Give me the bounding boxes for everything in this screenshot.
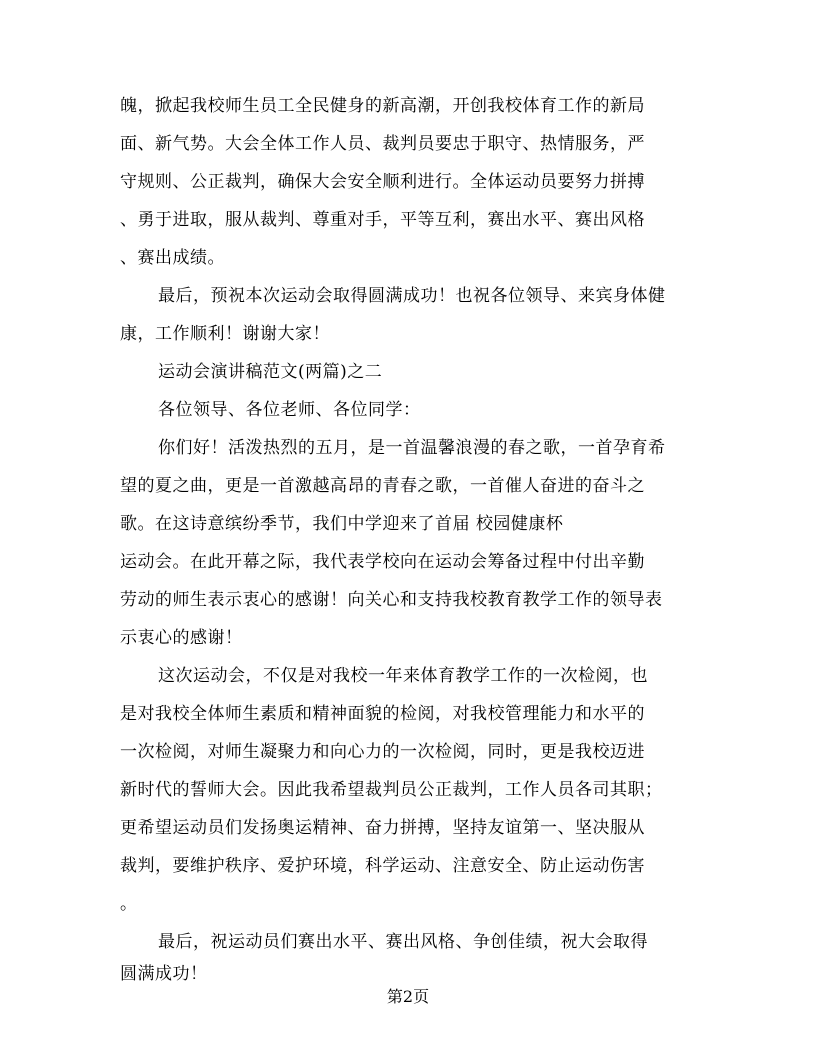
page-number: 第2页 [386,987,430,1006]
text-line: 、赛出成绩。 [120,248,225,268]
text-line: 守规则、公正裁判，确保大会安全顺利进行。全体运动员要努力拼搏 [120,172,645,192]
text-line: 劳动的师生表示衷心的感谢！向关心和支持我校教育教学工作的领导表 [120,590,663,610]
text-line: 你们好！活泼热烈的五月，是一首温馨浪漫的春之歌，一首孕育希 [158,438,666,458]
salutation: 各位领导、各位老师、各位同学： [158,400,421,420]
text-line: 裁判，要维护秩序、爱护环境，科学运动、注意安全、防止运动伤害 [120,856,645,876]
text-line: 。 [120,894,138,914]
text-line: 运动会。在此开幕之际，我代表学校向在运动会筹备过程中付出辛勤 [120,552,645,572]
text-line: 、勇于进取，服从裁判、尊重对手，平等互利，赛出水平、赛出风格 [120,210,645,230]
text-line: 圆满成功！ [120,964,208,984]
section-heading: 运动会演讲稿范文(两篇)之二 [158,362,383,382]
text-line: 一次检阅，对师生凝聚力和向心力的一次检阅，同时，更是我校迈进 [120,742,645,762]
text-line: 更希望运动员们发扬奥运精神、奋力拼搏，坚持友谊第一、坚决服从 [120,818,645,838]
text-line: 康，工作顺利！谢谢大家！ [120,324,330,344]
text-line: 新时代的誓师大会。因此我希望裁判员公正裁判，工作人员各司其职； [120,780,663,800]
text-line: 望的夏之曲，更是一首激越高昂的青春之歌，一首催人奋进的奋斗之 [120,476,645,496]
text-line: 歌。在这诗意缤纷季节，我们中学迎来了首届 校园健康杯 [120,514,564,534]
text-line: 魄，掀起我校师生员工全民健身的新高潮，开创我校体育工作的新局 [120,96,645,116]
text-line: 是对我校全体师生素质和精神面貌的检阅，对我校管理能力和水平的 [120,704,645,724]
text-line: 示衷心的感谢！ [120,628,243,648]
text-line: 最后，祝运动员们赛出水平、赛出风格、争创佳绩，祝大会取得 [158,932,648,952]
text-line: 最后，预祝本次运动会取得圆满成功！也祝各位领导、来宾身体健 [158,286,666,306]
text-line: 这次运动会，不仅是对我校一年来体育教学工作的一次检阅，也 [158,666,648,686]
text-line: 面、新气势。大会全体工作人员、裁判员要忠于职守、热情服务，严 [120,134,645,154]
